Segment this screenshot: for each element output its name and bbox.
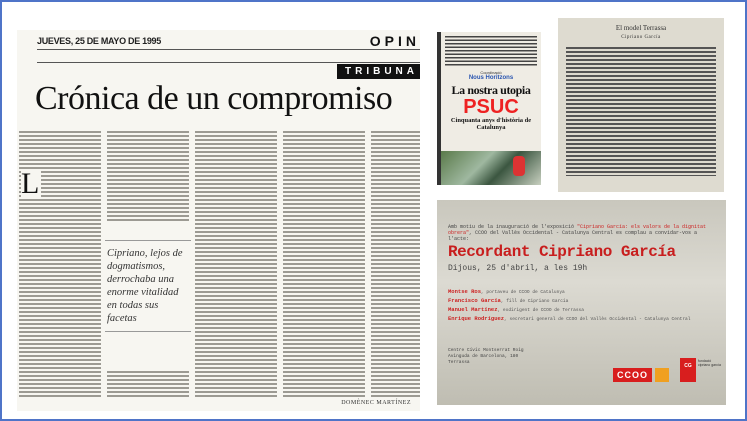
invitation-card	[437, 200, 726, 405]
chapter-author: Cipriano García	[621, 35, 661, 40]
text-column	[283, 130, 365, 397]
ccoo-logo: CCOO	[613, 368, 652, 382]
subsection-label: TRIBUNA	[337, 64, 420, 79]
page-text	[566, 46, 716, 176]
text-column	[371, 130, 420, 397]
book-subtitle: Cinquanta anys d'història de Catalunya	[450, 117, 532, 131]
book-page	[558, 18, 724, 192]
invitation-intro: Amb motiu de la inauguració de l'exposició "Cipriano García: els valors de la dignitat obrera", CCOO del Vallès Occidental - Catalunya Central es complau a convidar-vos a l'acte:	[448, 224, 707, 242]
speaker: Enrique Rodríguez, secretari general de CCOO del Vallès Occidental - Catalunya Central	[448, 315, 691, 322]
ccoo-flag-icon	[655, 368, 669, 382]
newspaper-clipping	[17, 30, 420, 411]
text-column	[107, 370, 189, 397]
book-publisher: Nous Horitzons	[468, 75, 514, 81]
foundation-name: fundació cipriano garcía	[698, 359, 721, 367]
invitation-date: Dijous, 25 d'abril, a les 19h	[448, 264, 588, 273]
newspaper-date: JUEVES, 25 DE MAYO DE 1995	[37, 36, 161, 46]
invitation-title: Recordant Cipriano García	[448, 243, 676, 261]
headline: Crónica de un compromiso	[35, 80, 393, 117]
cover-photo	[441, 151, 541, 185]
text-column	[195, 130, 277, 397]
speaker-list	[448, 288, 690, 324]
book-cover	[437, 32, 541, 185]
article-author: DOMÈNEC MARTÍNEZ	[338, 399, 414, 407]
section-label: OPIN	[369, 33, 420, 49]
book-brand: PSUC	[463, 96, 519, 118]
book-coordination: Coordinació	[480, 70, 502, 75]
venue: Centre Cívic Montserrat Roig Avinguda de Barcelona, 180 Terrassa	[448, 348, 524, 365]
speaker: Montse Ros, portaveu de CCOO de Catalunya	[448, 288, 565, 295]
contributor-list	[445, 35, 537, 67]
book-title: La nostra utopia	[451, 83, 531, 97]
chapter-title: El model Terrassa	[615, 24, 667, 32]
foundation-logo-icon: CG	[680, 358, 696, 382]
drop-cap: L	[21, 167, 40, 200]
speaker: Manuel Martínez, exdirigent de CCOO de Terrassa	[448, 306, 584, 313]
divider	[37, 62, 420, 63]
speaker: Francisco García, fill de Cipriano García	[448, 297, 569, 304]
text-column	[107, 130, 189, 221]
pull-quote: Cipriano, lejos de dogmatismos, derrochaba una enorme vitalidad en todas sus facetas	[105, 240, 191, 332]
divider	[37, 49, 420, 50]
